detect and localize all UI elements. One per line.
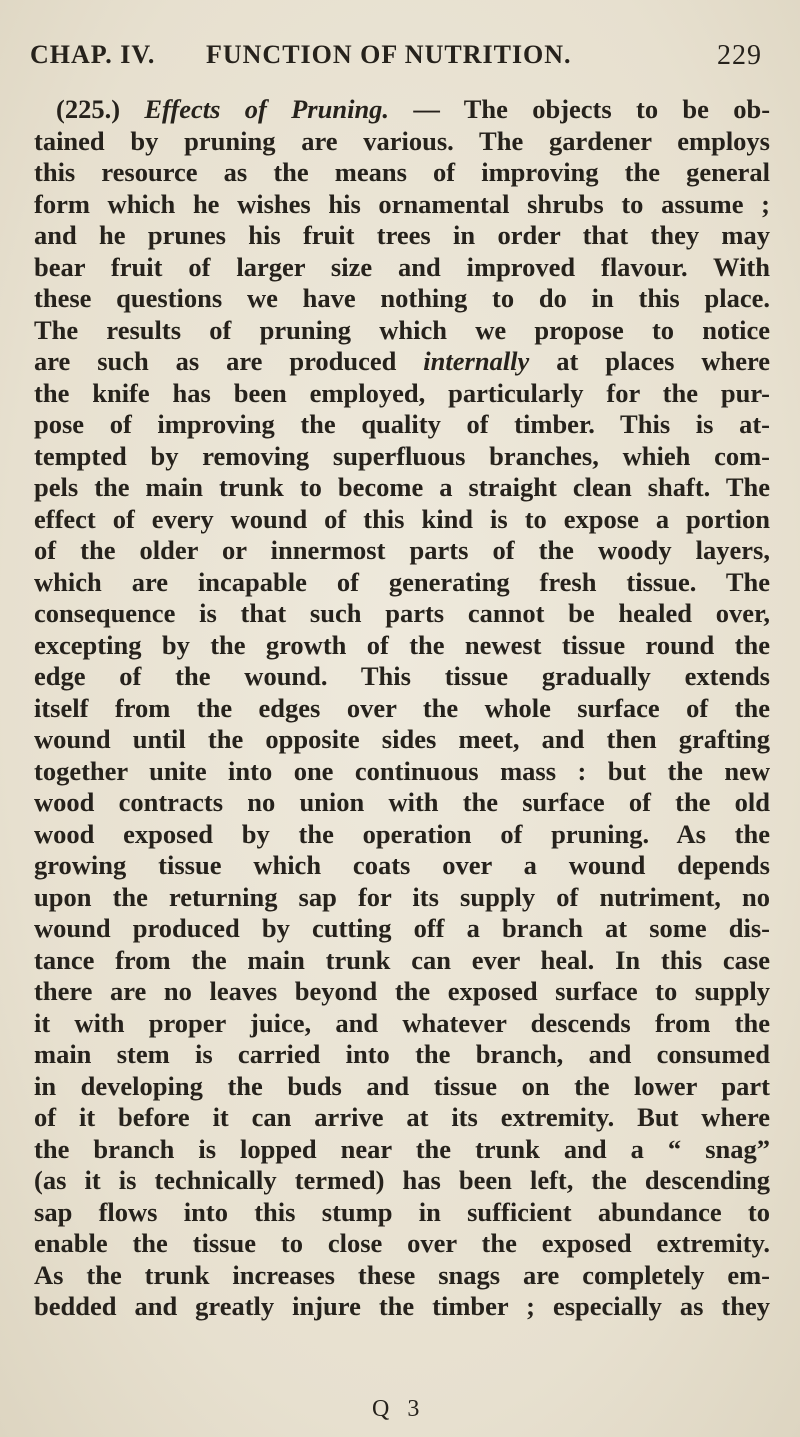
text-line-9 — [34, 346, 770, 378]
section-title: Effects of Pruning. — [144, 94, 390, 124]
text-line-11: pose of improving the quality of timber. This is at- — [34, 409, 770, 439]
text-line-4: form which he wishes his ornamental shrubs to assume ; — [34, 188, 770, 219]
text-line-1 — [34, 94, 770, 126]
text-line-35: (as it is technically termed) has been left, the descending — [34, 1165, 770, 1195]
chapter-label: CHAP. IV. — [30, 40, 156, 69]
text-line-39: bedded and greatly injure the timber ; especially as they — [34, 1291, 770, 1321]
line-1-text: — The objects to be ob- — [413, 94, 770, 124]
text-line-23: wood contracts no union with the surface of the old — [34, 787, 770, 817]
line-9-head: are such as are produced — [34, 346, 397, 376]
text-line-21: wound until the opposite sides meet, and then grafting — [34, 724, 770, 754]
text-line-38: As the trunk increases these snags are completely em- — [34, 1259, 770, 1290]
text-line-17: consequence is that such parts cannot be healed over, — [34, 598, 770, 628]
text-line-3: this resource as the means of improving the general — [34, 157, 770, 187]
text-line-27: wound produced by cutting off a branch at some dis- — [34, 913, 770, 943]
paragraph-body — [34, 94, 770, 1323]
text-line-24: wood exposed by the operation of pruning. As the — [34, 818, 770, 849]
running-head — [30, 40, 762, 80]
text-line-37: enable the tissue to close over the exposed extremity. — [34, 1228, 770, 1258]
text-line-34: the branch is lopped near the trunk and a “ snag” — [34, 1133, 770, 1164]
text-line-14: effect of every wound of this kind is to expose a portion — [34, 503, 770, 534]
text-line-32: in developing the buds and tissue on the lower part — [34, 1070, 770, 1101]
text-line-29: there are no leaves beyond the exposed surface to supply — [34, 976, 770, 1006]
line-9-tail: at places where — [556, 346, 770, 376]
text-line-2: tained by pruning are various. The gardener employs — [34, 125, 770, 156]
text-line-18: excepting by the growth of the newest tissue round the — [34, 629, 770, 660]
text-line-36: sap flows into this stump in sufficient abundance to — [34, 1196, 770, 1227]
text-line-16: which are incapable of generating fresh tissue. The — [34, 566, 770, 597]
text-line-22: together unite into one continuous mass : but the new — [34, 755, 770, 786]
text-line-5: and he prunes his fruit trees in order that they may — [34, 220, 770, 250]
text-line-33: of it before it can arrive at its extremity. But where — [34, 1102, 770, 1132]
text-line-25: growing tissue which coats over a wound depends — [34, 850, 770, 880]
text-line-26: upon the returning sap for its supply of nutriment, no — [34, 881, 770, 912]
running-title: FUNCTION OF NUTRITION. — [206, 40, 572, 69]
signature-mark: Q 3 — [372, 1396, 426, 1422]
text-line-20: itself from the edges over the whole surface of the — [34, 692, 770, 723]
italic-emphasis: internally — [423, 346, 530, 376]
text-line-13: pels the main trunk to become a straight clean shaft. The — [34, 472, 770, 502]
text-line-8: The results of pruning which we propose to notice — [34, 314, 770, 345]
section-number: (225.) — [56, 94, 121, 124]
text-line-28: tance from the main trunk can ever heal. In this case — [34, 944, 770, 975]
text-line-7: these questions we have nothing to do in this place. — [34, 283, 770, 313]
text-line-15: of the older or innermost parts of the woody layers, — [34, 535, 770, 565]
text-line-31: main stem is carried into the branch, and consumed — [34, 1039, 770, 1069]
text-line-12: tempted by removing superfluous branches, whieh com- — [34, 440, 770, 471]
text-line-10: the knife has been employed, particularly for the pur- — [34, 377, 770, 408]
text-line-30: it with proper juice, and whatever descends from the — [34, 1007, 770, 1038]
text-line-19: edge of the wound. This tissue gradually extends — [34, 661, 770, 691]
text-line-6: bear fruit of larger size and improved flavour. With — [34, 251, 770, 282]
page-number: 229 — [717, 40, 762, 71]
